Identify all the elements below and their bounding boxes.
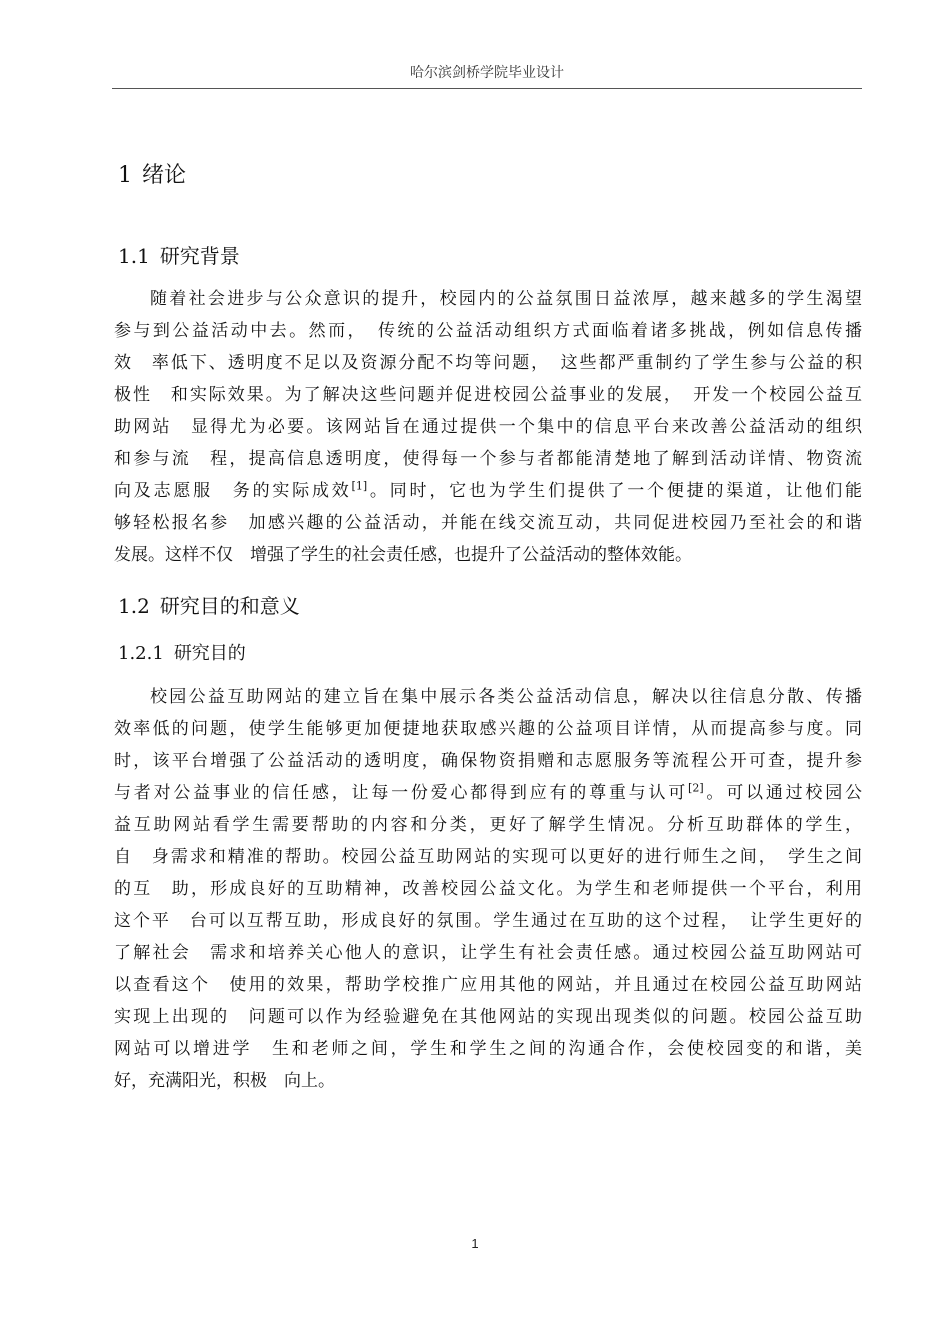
paragraph-line: 时，该平台增强了公益活动的透明度，确保物资捐赠和志愿服务等流程公开可查，提升参 [114, 751, 862, 771]
header-title: 哈尔滨剑桥学院毕业设计 [410, 65, 564, 81]
section-1-1-heading [118, 239, 240, 273]
page-header [112, 58, 862, 89]
chapter-number: 1 [118, 163, 132, 188]
purpose-paragraph [114, 681, 862, 1097]
line-text: 向及志愿服 务的实际成效 [114, 481, 352, 501]
paragraph-line: 实现上出现的 问题可以作为经验避免在其他网站的实现出现类似的问题。校园公益互助 [114, 1007, 862, 1027]
chapter-title: 绪论 [142, 163, 187, 188]
section-1-2-number: 1.2 [118, 594, 150, 618]
paragraph-line: 发展。这样不仅 增强了学生的社会责任感，也提升了公益活动的整体效能。 [114, 545, 692, 565]
section-1-1-number: 1.1 [118, 244, 150, 268]
paragraph-line: 极性 和实际效果。为了解决这些问题并促进校园公益事业的发展， 开发一个校园公益互 [114, 385, 862, 405]
paragraph-line: 效率低的问题，使学生能够更加便捷地获取感兴趣的公益项目详情，从而提高参与度。同 [114, 719, 862, 739]
line-text: 与者对公益事业的信任感，让每一份爱心都得到应有的尊重与认可 [114, 783, 689, 803]
citation-1: [1] [351, 479, 368, 493]
paragraph-line-with-citation [114, 777, 862, 809]
section-1-2-1-heading [118, 639, 246, 669]
section-1-2-1-number: 1.2.1 [118, 643, 164, 664]
paragraph-line: 和参与流 程，提高信息透明度，使得每一个参与者都能清楚地了解到活动详情、物资流 [114, 449, 862, 469]
paragraph-line: 够轻松报名参 加感兴趣的公益活动，并能在线交流互动，共同促进校园乃至社会的和谐 [114, 513, 862, 533]
paragraph-line: 好，充满阳光，积极 向上。 [114, 1071, 335, 1091]
paragraph-line: 的互 助，形成良好的互助精神，改善校园公益文化。为学生和老师提供一个平台，利用 [114, 879, 862, 899]
paragraph-line: 网站可以增进学 生和老师之间，学生和学生之间的沟通合作，会使校园变的和谐，美 [114, 1039, 862, 1059]
chapter-heading [118, 158, 186, 194]
paragraph-line: 以查看这个 使用的效果，帮助学校推广应用其他的网站，并且通过在校园公益互助网站 [114, 975, 862, 995]
line-text: 。同时，它也为学生们提供了一个便捷的渠道，让他们能 [367, 481, 863, 501]
section-1-2-heading [118, 589, 300, 623]
paragraph-line-with-citation [114, 475, 862, 507]
paragraph-line: 效 率低下、透明度不足以及资源分配不均等问题， 这些都严重制约了学生参与公益的积 [114, 353, 862, 373]
paragraph-line: 益互助网站看学生需要帮助的内容和分类，更好了解学生情况。分析互助群体的学生， [114, 815, 862, 835]
section-1-1-title: 研究背景 [159, 244, 240, 268]
paragraph-line: 自 身需求和精准的帮助。校园公益互助网站的实现可以更好的进行师生之间， 学生之间 [114, 847, 862, 867]
citation-2: [2] [688, 781, 704, 795]
paragraph-line: 随着社会进步与公众意识的提升，校园内的公益氛围日益浓厚，越来越多的学生渴望 [150, 289, 862, 309]
paragraph-line: 参与到公益活动中去。然而， 传统的公益活动组织方式面临着诸多挑战，例如信息传播 [114, 321, 862, 341]
line-text: 。可以通过校园公 [703, 783, 862, 803]
page-number: 1 [471, 1236, 479, 1251]
background-paragraph [114, 283, 862, 571]
paragraph-line: 助网站 显得尤为必要。该网站旨在通过提供一个集中的信息平台来改善公益活动的组织 [114, 417, 862, 437]
section-1-2-title: 研究目的和意义 [159, 594, 300, 618]
paragraph-line: 这个平 台可以互帮互助，形成良好的氛围。学生通过在互助的这个过程， 让学生更好的 [114, 911, 862, 931]
paragraph-line: 校园公益互助网站的建立旨在集中展示各类公益活动信息，解决以往信息分散、传播 [150, 687, 862, 707]
section-1-2-1-title: 研究目的 [173, 643, 246, 664]
paragraph-line: 了解社会 需求和培养关心他人的意识，让学生有社会责任感。通过校园公益互助网站可 [114, 943, 862, 963]
